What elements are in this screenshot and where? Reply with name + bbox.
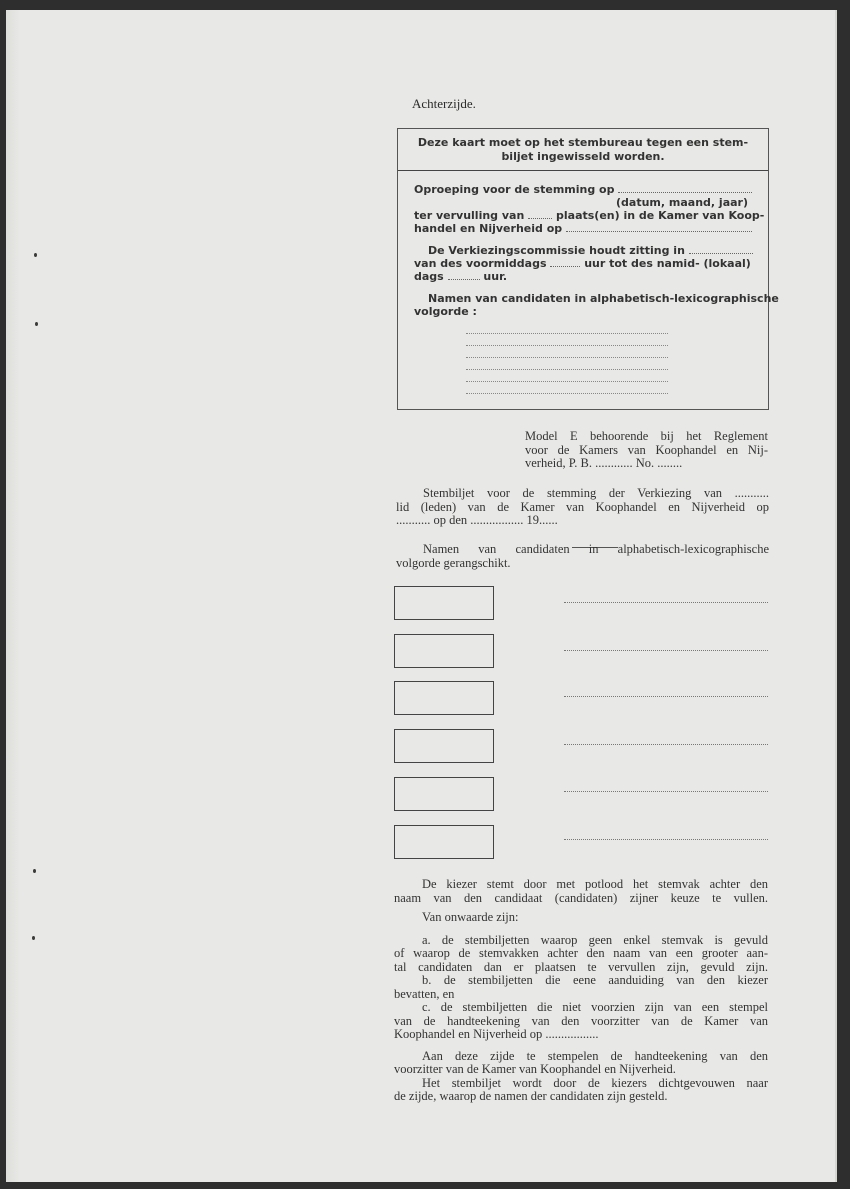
namen-card-line: volgorde :	[414, 305, 477, 318]
dags-line	[414, 270, 754, 283]
candidate-name-line[interactable]	[564, 602, 768, 603]
instruction-line: Koophandel en Nijverheid op .................	[394, 1027, 599, 1041]
date-field[interactable]	[618, 183, 752, 193]
model-line: voor de Kamers van Koophandel en Nij-	[525, 442, 768, 457]
card-candidate-lines	[466, 322, 754, 394]
voormiddags-line	[414, 257, 754, 270]
stembiljet-line: lid (leden) van de Kamer van Koophandel en Nijverheid op	[396, 499, 769, 514]
instruction-line: Het stembiljet wordt door de kiezers dichtgevouwen naar	[422, 1075, 768, 1090]
card-candidate-line[interactable]	[466, 358, 668, 370]
summons-card	[397, 128, 779, 410]
instructions-block	[394, 878, 768, 1104]
card-header-line: biljet ingewisseld worden.	[501, 150, 665, 163]
candidate-name-line[interactable]	[564, 744, 768, 745]
instruction-line: de zijde, waarop de namen der candidaten zijn gesteld.	[394, 1089, 668, 1103]
back-side-label: Achterzijde.	[412, 96, 476, 111]
oproeping-line	[414, 183, 754, 196]
afternoon-hour-field[interactable]	[448, 270, 480, 280]
instruction-line: of waarop de stemvakken achter den naam van een grooter aan-	[394, 946, 768, 960]
vervulling-suffix: plaats(en) in de Kamer van Koop-	[556, 209, 765, 222]
location-field[interactable]	[689, 244, 753, 254]
candidate-name-line[interactable]	[564, 839, 768, 840]
model-block	[525, 430, 768, 471]
stembiljet-line: ........... op den ................. 19......	[396, 513, 558, 527]
vote-box[interactable]	[394, 681, 494, 715]
model-line: Model E behoorende bij het Reglement	[525, 429, 768, 443]
binding-hole	[35, 322, 38, 326]
vervulling-prefix: ter vervulling van	[414, 209, 525, 222]
handel-line	[414, 222, 754, 235]
vote-box[interactable]	[394, 825, 494, 859]
vote-box[interactable]	[394, 634, 494, 668]
instruction-line: c. de stembiljetten die niet voorzien zijn van een stempel	[422, 1000, 768, 1014]
stembiljet-block	[396, 487, 769, 528]
places-field[interactable]	[528, 209, 552, 219]
card-header	[398, 129, 768, 171]
card-candidate-line[interactable]	[466, 334, 668, 346]
instruction-line: tal candidaten dan er plaatsen te vervullen zijn, gevuld zijn.	[394, 959, 768, 974]
dags-prefix: dags	[414, 270, 444, 283]
page-edge	[6, 10, 20, 1182]
card-candidate-line[interactable]	[466, 370, 668, 382]
vote-box[interactable]	[394, 586, 494, 620]
namen-line: volgorde gerangschikt.	[396, 555, 511, 570]
instruction-line: De kiezer stemt door met potlood het stemvak achter den	[422, 877, 768, 891]
instruction-line: b. de stembiljetten die eene aanduiding van den kiezer	[422, 973, 768, 987]
instruction-line: Aan deze zijde te stempelen de handteekening van den	[422, 1048, 768, 1063]
card-body	[398, 171, 779, 394]
instruction-line: bevatten, en	[394, 986, 455, 1001]
binding-hole	[33, 869, 36, 873]
candidate-name-line[interactable]	[564, 791, 768, 792]
namen-card-line: Namen van candidaten in alphabetisch-lexicographische	[428, 292, 779, 305]
commissie-label: De Verkiezingscommissie houdt zitting in	[428, 244, 685, 257]
instruction-line: van de handteekening van den voorzitter van de Kamer van	[394, 1013, 768, 1028]
namen-line: Namen van candidaten in alphabetisch-lexicographische	[423, 542, 769, 556]
vervulling-line	[414, 209, 765, 222]
handel-date-field[interactable]	[566, 222, 752, 232]
document-page	[6, 10, 837, 1182]
binding-hole	[32, 936, 35, 940]
onwaarde-heading: Van onwaarde zijn:	[422, 910, 519, 924]
card-candidate-line[interactable]	[466, 322, 668, 334]
vote-box[interactable]	[394, 729, 494, 763]
morning-hour-field[interactable]	[550, 257, 580, 267]
candidate-name-line[interactable]	[564, 696, 768, 697]
stembiljet-line: Stembiljet voor de stemming der Verkiezing van ...........	[423, 486, 769, 500]
voormiddags-prefix: van des voormiddags	[414, 257, 547, 270]
voormiddags-suffix: uur tot des namid- (lokaal)	[584, 257, 751, 270]
commissie-line	[414, 244, 754, 257]
card-candidate-line[interactable]	[466, 346, 668, 358]
vote-box[interactable]	[394, 777, 494, 811]
oproeping-label: Oproeping voor de stemming op	[414, 183, 615, 196]
card-header-line: Deze kaart moet op het stembureau tegen een stem-	[417, 136, 749, 149]
model-line: verheid, P. B. ............ No. ........	[525, 456, 683, 470]
namen-block	[396, 543, 769, 570]
binding-hole	[34, 253, 37, 257]
instruction-line: a. de stembiljetten waarop geen enkel stemvak is gevuld	[422, 932, 768, 947]
handel-label: handel en Nijverheid op	[414, 222, 563, 235]
candidate-name-line[interactable]	[564, 650, 768, 651]
dags-suffix: uur.	[483, 270, 508, 283]
instruction-line: voorzitter van de Kamer van Koophandel en Nijverheid.	[394, 1062, 676, 1076]
instruction-line: naam van den candidaat (candidaten) zijner keuze te vullen.	[394, 890, 768, 905]
card-candidate-line[interactable]	[466, 382, 668, 394]
date-hint: (datum, maand, jaar)	[616, 196, 748, 209]
